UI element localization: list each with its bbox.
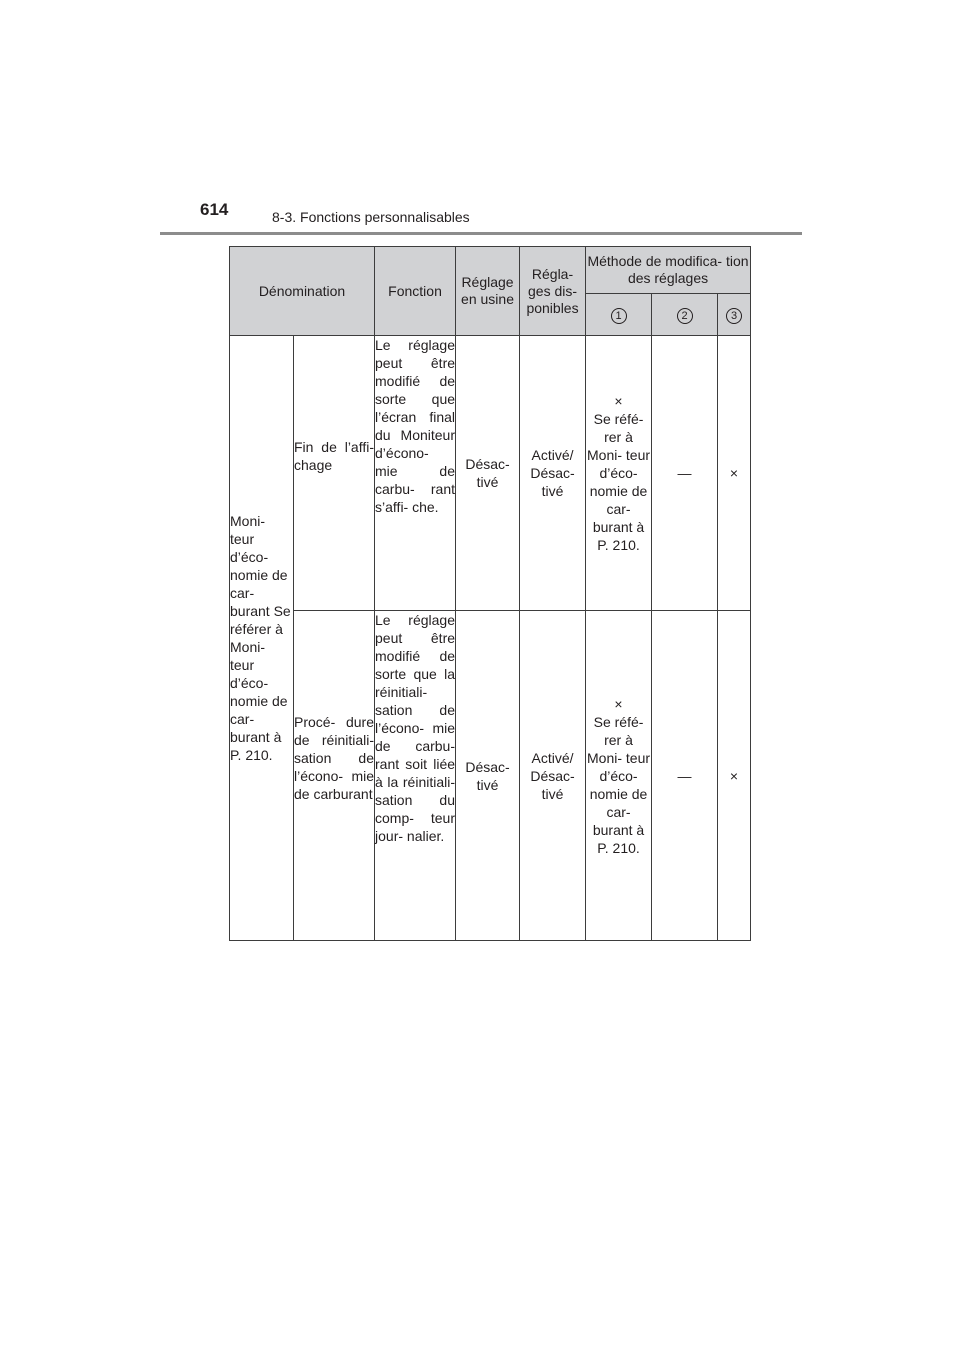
factory-setting-cell: Désac- tivé [456,336,520,611]
available-settings-cell: Activé/ Désac- tivé [520,611,586,941]
factory-setting-cell: Désac- tivé [456,611,520,941]
cross-mark: × [614,393,623,409]
header-rule [160,232,802,235]
function-cell: Fin de l’affi- chage [294,336,375,611]
table-row [230,611,751,941]
dash-mark: — [677,767,692,784]
method-1-cell [586,611,652,941]
method-1-reference: Se réfé- rer à Moni- teur d’éco- nomie de car- burant à P. 210. [587,411,651,553]
cross-mark: × [614,695,623,712]
header-fonction: Fonction [375,247,456,336]
description-cell: Le réglage peut être modifié de sorte que la réinitiali- sation de l’écono- mie de carbu- rant soit liée à la réinitiali- sation du comp- teur jour- nalier. [375,611,456,941]
cross-mark: × [729,465,739,481]
description-cell: Le réglage peut être modifié de sorte que l’écran final du Moniteur d’écono- mie de carbu- rant s’affi- che. [375,336,456,611]
table-row [230,336,751,611]
method-1-cell [586,336,652,611]
available-settings-cell: Activé/ Désac- tivé [520,336,586,611]
method-2-cell [652,336,718,611]
header-method-2: 2 [652,294,718,336]
method-2-cell [652,611,718,941]
section-title: 8-3. Fonctions personnalisables [272,209,470,225]
header-denomination: Dénomination [230,247,375,336]
function-cell: Procé- dure de réinitiali- sation de l’écono- mie de carburant [294,611,375,941]
header-methode: Méthode de modifica- tion des réglages [586,247,751,294]
cross-mark: × [729,767,739,784]
method-3-cell [718,611,751,941]
page-number: 614 [200,200,229,219]
header-reglages-disponibles: Régla- ges dis- ponibles [520,247,586,336]
header-reglage-usine: Réglage en usine [456,247,520,336]
settings-table [229,246,751,941]
header-method-1: 1 [586,294,652,336]
dash-mark: — [677,465,692,481]
header-method-3: 3 [718,294,751,336]
denomination-cell: Moni- teur d’éco- nomie de car- burant Se référer à Moni- teur d’éco- nomie de car- burant à P. 210. [230,336,294,941]
method-1-reference: Se réfé- rer à Moni- teur d’éco- nomie de car- burant à P. 210. [587,713,651,856]
method-3-cell [718,336,751,611]
